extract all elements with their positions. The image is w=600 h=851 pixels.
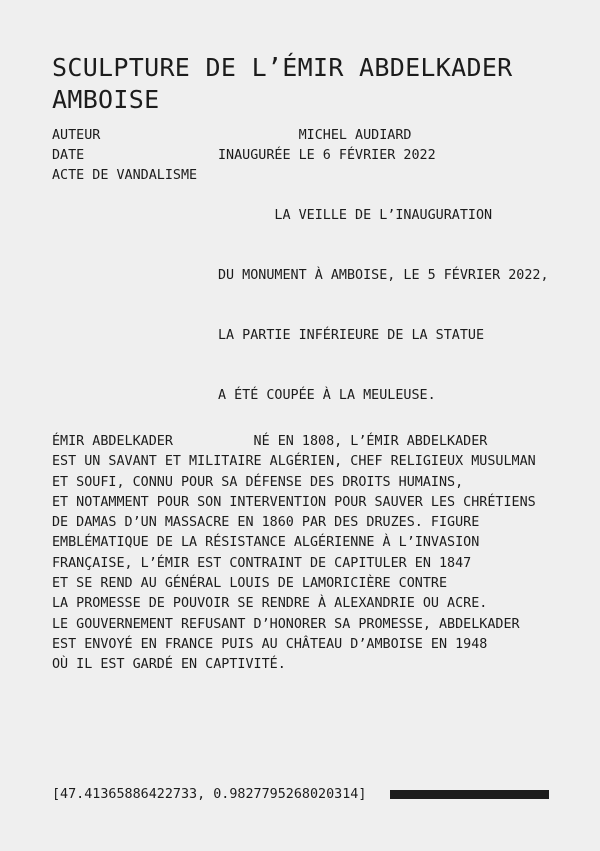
author-value: MICHEL AUDIARD — [218, 128, 412, 143]
date-label: DATE — [52, 148, 85, 163]
decorative-bar — [390, 790, 549, 799]
bio-line: DE DAMAS D’UN MASSACRE EN 1860 PAR DES DRUZES. FIGURE — [52, 515, 480, 531]
bio-line: EST UN SAVANT ET MILITAIRE ALGÉRIEN, CHEF RELIGIEUX MUSULMAN — [52, 454, 536, 470]
author-row — [52, 126, 572, 146]
bio-line: EMBLÉMATIQUE DE LA RÉSISTANCE ALGÉRIENNE À L’INVASION — [52, 535, 480, 551]
metadata-block — [52, 126, 572, 446]
bio-line: ÉMIR ABDELKADER NÉ EN 1808, L’ÉMIR ABDELKADER — [52, 434, 488, 449]
date-row — [52, 146, 572, 166]
bio-line: FRANÇAISE, L’ÉMIR EST CONTRAINT DE CAPITULER EN 1847 — [52, 555, 472, 571]
vandalism-row — [52, 166, 572, 446]
bio-line: ET SE REND AU GÉNÉRAL LOUIS DE LAMORICIÈRE CONTRE — [52, 576, 448, 592]
vandalism-value — [218, 166, 572, 446]
vandalism-label: ACTE DE VANDALISME — [52, 168, 198, 183]
bio-line: ET NOTAMMENT POUR SON INTERVENTION POUR SAUVER LES CHRÉTIENS — [52, 494, 536, 510]
biography-block — [52, 432, 572, 676]
footer — [52, 785, 552, 805]
coordinates-text: [47.41365886422733, 0.9827795268020314] — [52, 787, 367, 802]
vandalism-line: DU MONUMENT À AMBOISE, LE 5 FÉVRIER 2022, — [218, 268, 549, 283]
bio-line: OÙ IL EST GARDÉ EN CAPTIVITÉ. — [52, 657, 286, 673]
bio-line: ET SOUFI, CONNU POUR SA DÉFENSE DES DROITS HUMAINS, — [52, 474, 464, 490]
vandalism-line: LA VEILLE DE L’INAUGURATION — [218, 208, 493, 223]
bio-line: LE GOUVERNEMENT REFUSANT D’HONORER SA PROMESSE, ABDELKADER — [52, 616, 520, 632]
bio-line: LA PROMESSE DE POUVOIR SE RENDRE À ALEXANDRIE OU ACRE. — [52, 596, 488, 612]
date-value: INAUGURÉE LE 6 FÉVRIER 2022 — [218, 148, 436, 163]
bio-line: EST ENVOYÉ EN FRANCE PUIS AU CHÂTEAU D’AMBOISE EN 1948 — [52, 636, 488, 652]
page-title — [52, 52, 572, 116]
vandalism-line: A ÉTÉ COUPÉE À LA MEULEUSE. — [218, 388, 436, 403]
author-label: AUTEUR — [52, 128, 101, 143]
title-line-1: SCULPTURE DE L’ÉMIR ABDELKADER — [52, 53, 513, 82]
vandalism-line: LA PARTIE INFÉRIEURE DE LA STATUE — [218, 328, 485, 343]
title-line-2: AMBOISE — [52, 85, 160, 114]
